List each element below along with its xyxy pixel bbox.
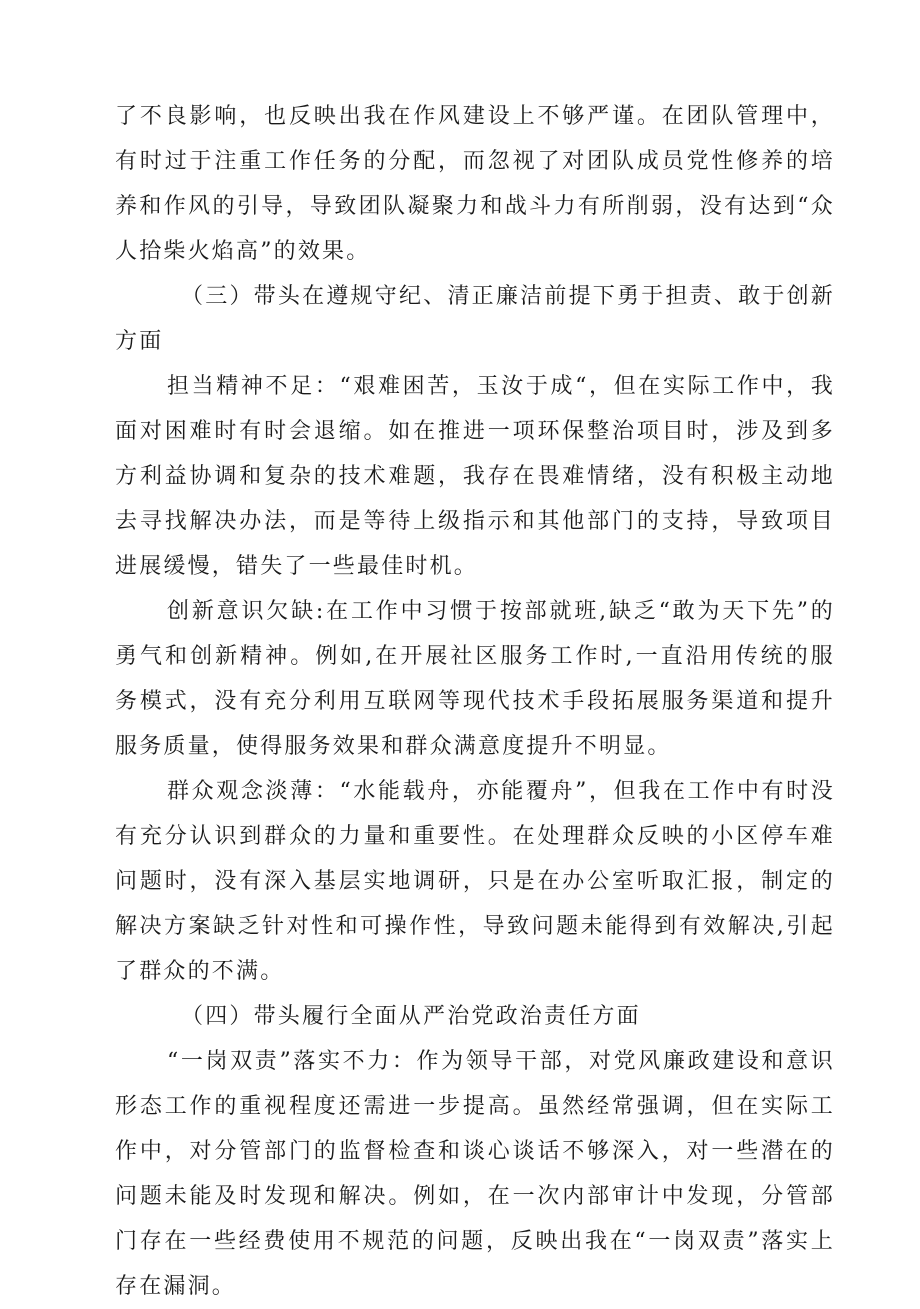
paragraph-responsibility: 担当精神不足：“艰难困苦，玉汝于成“，但在实际工作中，我面对困难时有时会退缩。如在推进一项环保整治项目时，涉及到多方利益协调和复杂的技术难题，我存在畏难情绪，没有积极主动地去寻找解决办法，而是等待上级指示和其他部门的支持，导致项目进展缓慢，错失了一些最佳时机。: [115, 374, 835, 579]
paragraph-continuation: 了不良影响，也反映出我在作风建设上不够严谨。在团队管理中，有时过于注重工作任务的分配，而忽视了对团队成员党性修养的培养和作风的引导，导致团队凝聚力和战斗力有所削弱，没有达到“众人拾柴火焰高”的效果。: [115, 104, 835, 264]
paragraph-dual-responsibility: “一岗双责”落实不力：作为领导干部，对党风廉政建设和意识形态工作的重视程度还需进一步提高。虽然经常强调，但在实际工作中，对分管部门的监督检查和谈心谈话不够深入，对一些潜在的问题未能及时发现和解决。例如，在一次内部审计中发现，分管部门存在一些经费使用不规范的问题，反映出我在“一岗双责”落实上存在漏洞。: [115, 1049, 835, 1299]
paragraph-innovation: 创新意识欠缺:在工作中习惯于按部就班,缺乏“敢为天下先”的勇气和创新精神。例如,在开展社区服务工作时,一直沿用传统的服务模式，没有充分利用互联网等现代技术手段拓展服务渠道和提升服务质量，使得服务效果和群众满意度提升不明显。: [115, 599, 835, 759]
section-heading-4: （四）带头履行全面从严治党政治责任方面: [181, 1004, 641, 1029]
paragraph-masses: 群众观念淡薄：“水能载舟，亦能覆舟”，但我在工作中有时没有充分认识到群众的力量和重要性。在处理群众反映的小区停车难问题时，没有深入基层实地调研，只是在办公室听取汇报，制定的解决方案缺乏针对性和可操作性，导致问题未能得到有效解决,引起了群众的不满。: [115, 779, 835, 984]
document-body: [115, 94, 835, 1309]
section-heading-3: （三）带头在遵规守纪、清正廉洁前提下勇于担责、敢于创新方面: [115, 284, 835, 354]
